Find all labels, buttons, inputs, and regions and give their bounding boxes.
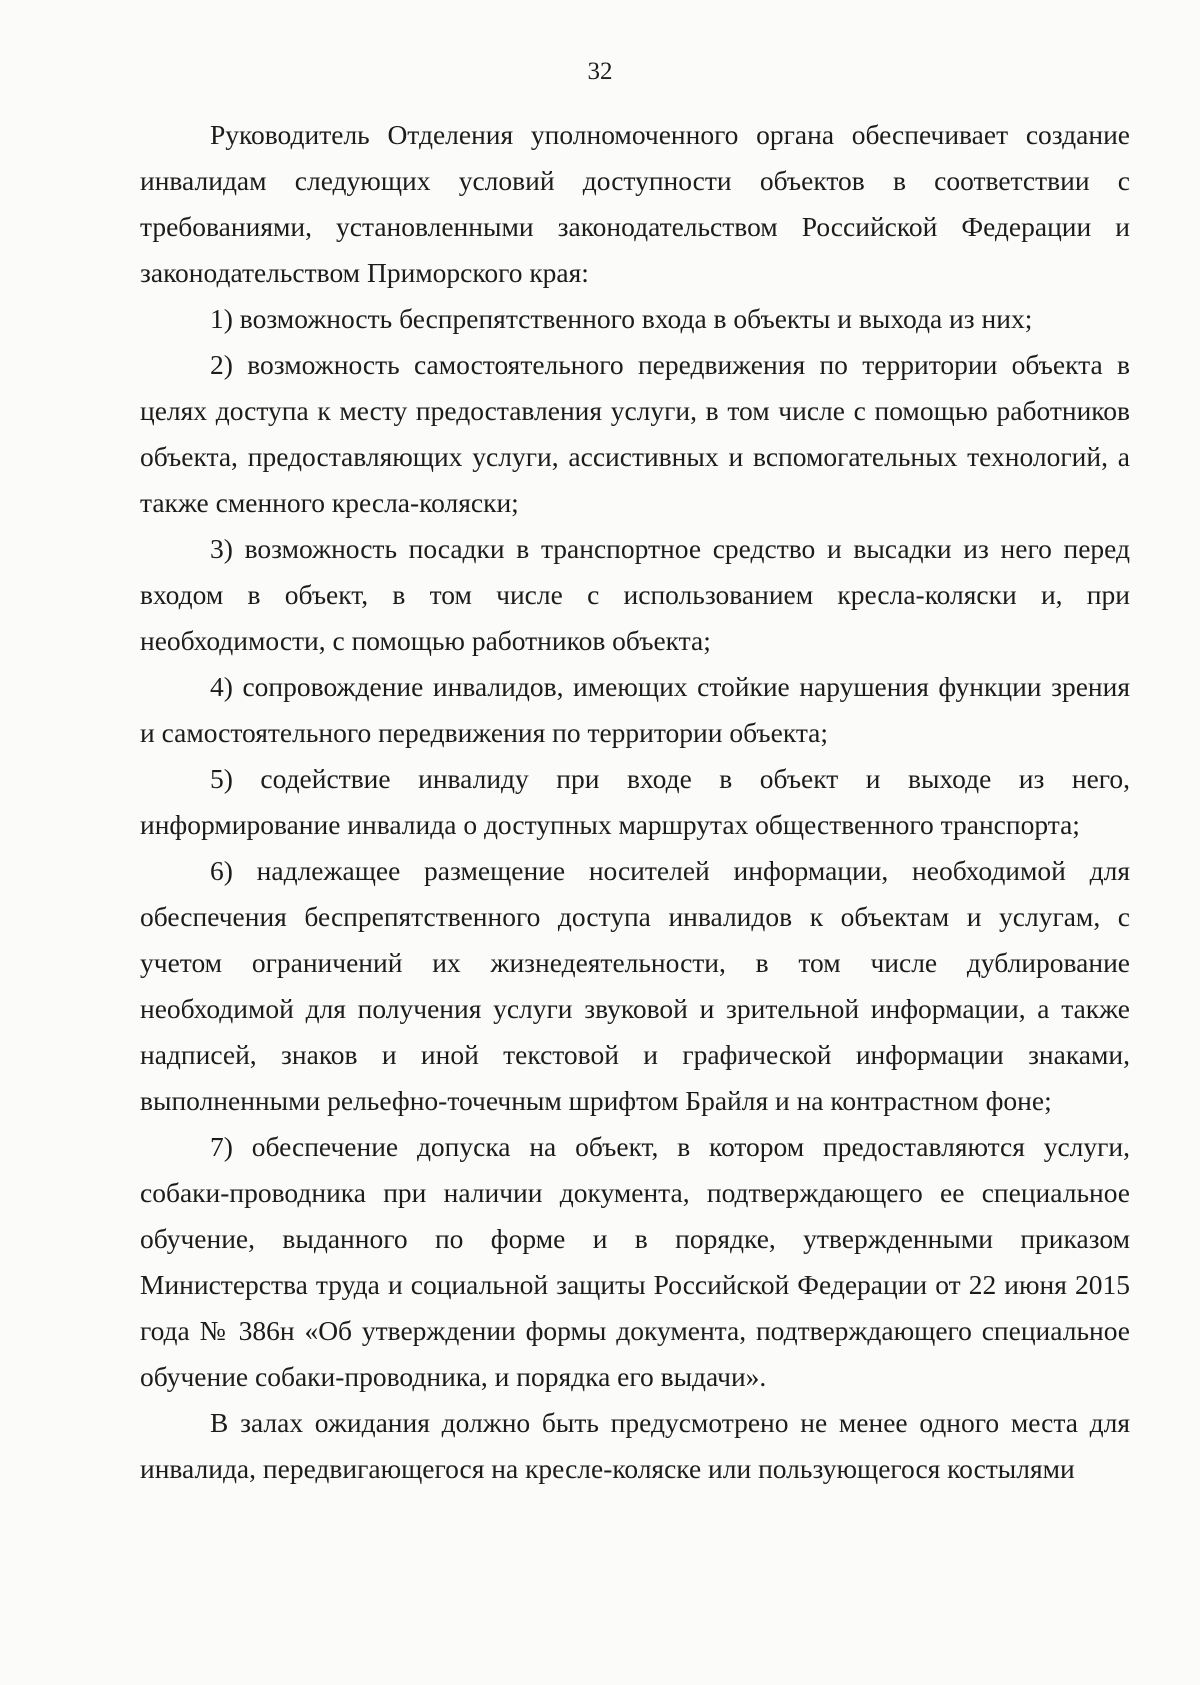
document-body xyxy=(140,112,1130,1492)
list-item-6: 6) надлежащее размещение носителей информации, необходимой для обеспечения беспрепятственного доступа инвалидов к объектам и услугам, с учетом ограничений их жизнедеятельности, в том числе дублирование необходимой для получения услуги звуковой и зрительной информации, а также надписей, знаков и иной текстовой и графической информации знаками, выполненными рельефно-точечным шрифтом Брайля и на контрастном фоне; xyxy=(140,855,1130,1116)
list-item-3: 3) возможность посадки в транспортное средство и высадки из него перед входом в объект, в том числе с использованием кресла-коляски и, при необходимости, с помощью работников объекта; xyxy=(140,533,1130,656)
list-item-4: 4) сопровождение инвалидов, имеющих стойкие нарушения функции зрения и самостоятельного передвижения по территории объекта; xyxy=(140,671,1130,748)
list-item-7: 7) обеспечение допуска на объект, в котором предоставляются услуги, собаки-проводника при наличии документа, подтверждающего ее специальное обучение, выданного по форме и в порядке, утвержденными приказом Министерства труда и социальной защиты Российской Федерации от 22 июня 2015 года № 386н «Об утверждении формы документа, подтверждающего специальное обучение собаки-проводника, и порядка его выдачи». xyxy=(140,1131,1130,1392)
list-item-1: 1) возможность беспрепятственного входа в объекты и выхода из них; xyxy=(210,303,1033,334)
waiting-hall-paragraph: В залах ожидания должно быть предусмотрено не менее одного места для инвалида, передвигающегося на кресле-коляске или пользующегося костылями xyxy=(140,1407,1130,1484)
list-item-5: 5) содействие инвалиду при входе в объект и выходе из него, информирование инвалида о доступных маршрутах общественного транспорта; xyxy=(140,763,1130,840)
intro-paragraph: Руководитель Отделения уполномоченного органа обеспечивает создание инвалидам следующих условий доступности объектов в соответствии с требованиями, установленными законодательством Российской Федерации и законодательством Приморского края: xyxy=(140,119,1130,288)
page-number: 32 xyxy=(587,58,613,85)
list-item-2: 2) возможность самостоятельного передвижения по территории объекта в целях доступа к месту предоставления услуги, в том числе с помощью работников объекта, предоставляющих услуги, ассистивных и вспомогательных технологий, а также сменного кресла-коляски; xyxy=(140,349,1130,518)
